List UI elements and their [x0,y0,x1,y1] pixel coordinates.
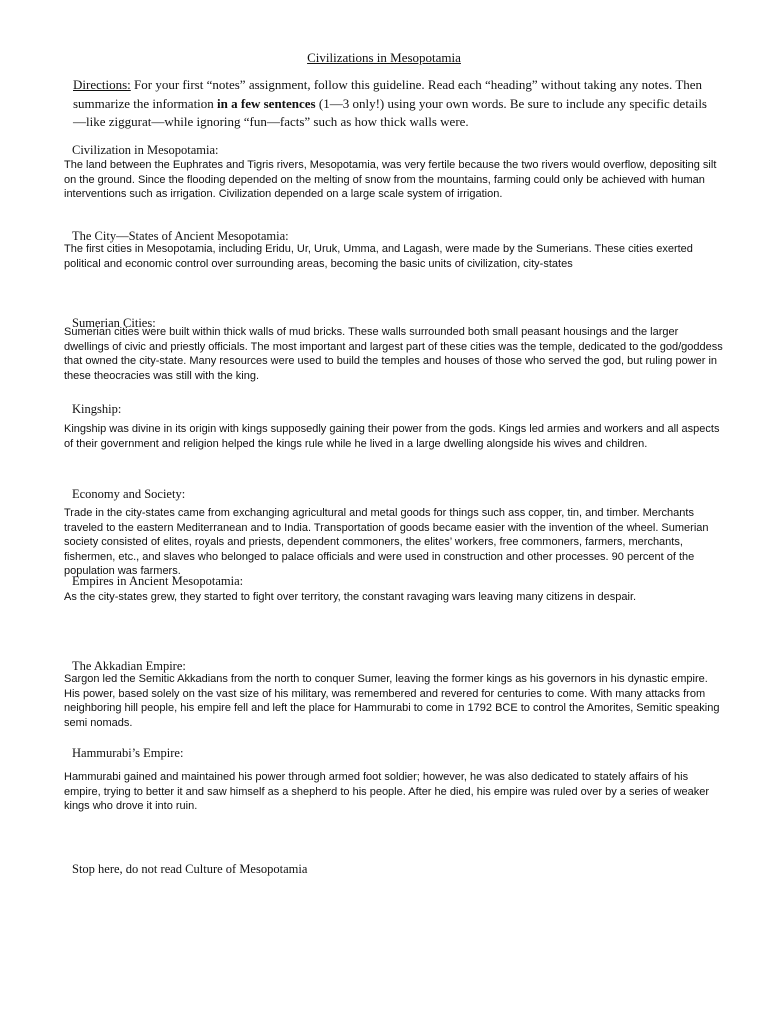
directions-label: Directions: [73,77,131,92]
directions-text-part1: For your first “notes” assignment, follow this guideline. Read each “heading” without taking any notes. Then summarize the information [73,77,703,111]
section-text-sumerian-cities: Sumerian cities were built within thick walls of mud bricks. These walls surrounded both small peasant housings and the larger dwellings of civic and priestly officials. The most important and largest part of these cities was the temple, dedicated to the god/goddess that owned the city-state. Many resources were used to build the temples and houses of those who served the god, but ruling power in these theocracies was still with the king. [64,326,723,382]
section-heading-economy: Economy and Society: [72,487,186,501]
directions-text-part2: (1—3 only!) using your own words. Be sure to include any specific details—like ziggurat—while ignoring “fun—facts” such as how thick walls were. [73,95,707,129]
page-title: Civilizations in Mesopotamia [307,50,461,65]
section-text-civilization: The land between the Euphrates and Tigris rivers, Mesopotamia, was very fertile because the two rivers would overflow, depositing silt on the ground. Since the flooding depended on the melting of snow from the mountains, farming could only be achieved with human interventions such as irrigation. Civilization depended on a large scale system of irrigation. [64,159,717,200]
directions-emphasis: in a few sentences [217,95,316,111]
section-text-akkadian: Sargon led the Semitic Akkadians from the north to conquer Sumer, leaving the former kings as his governors in his dynastic empire. His power, based solely on the vast size of his military, was remembered and revered for centuries to come. With many attacks from neighboring hill people, his empire fell and left the place for Hammurabi to come in 1792 BCE to control the Amorites, Semitic speaking semi nomads. [64,673,720,729]
section-heading-kingship: Kingship: [72,402,122,416]
section-heading-sumerian-cities: Sumerian Cities: [72,316,156,330]
stop-note: Stop here, do not read Culture of Mesopotamia [72,862,308,876]
section-heading-city-states: The City—States of Ancient Mesopotamia: [72,229,289,243]
directions-paragraph [73,76,713,132]
section-text-economy: Trade in the city-states came from exchanging agricultural and metal goods for things such ass copper, tin, and timber. Merchants traveled to the eastern Mediterranean and to India. Transportation of goods became easier with the invention of the wheel. Sumerian society consisted of elites, royals and priests, dependent commoners, the elites’ workers, free commoners, farmers, merchants, fishermen, etc., and slaves who belonged to palace officials and were used in construction and other processes. 90 percent of the population was farmers. [64,507,709,577]
section-heading-hammurabi: Hammurabi’s Empire: [72,746,184,760]
section-text-hammurabi: Hammurabi gained and maintained his power through armed foot soldier; however, he was also dedicated to stately affairs of his empire, trying to better it and saw himself as a shepherd to his people. After he died, his empire was ruled over by a series of weaker kings who drove it into ruin. [64,771,710,812]
section-heading-empires: Empires in Ancient Mesopotamia: [72,574,244,588]
section-text-city-states: The first cities in Mesopotamia, including Eridu, Ur, Uruk, Umma, and Lagash, were made by the Sumerians. These cities exerted political and economic control over surrounding areas, becoming the basic units of civilization, city-states [64,243,693,270]
section-text-kingship: Kingship was divine in its origin with kings supposedly gaining their power from the gods. Kings led armies and workers and all aspects of their government and religion helped the kings rule while he lived in a large dwelling alongside his wives and children. [64,423,720,450]
section-heading-civilization: Civilization in Mesopotamia: [72,143,219,157]
section-text-empires: As the city-states grew, they started to fight over territory, the constant ravaging wars leaving many citizens in despair. [64,591,637,603]
section-heading-akkadian: The Akkadian Empire: [72,659,186,673]
